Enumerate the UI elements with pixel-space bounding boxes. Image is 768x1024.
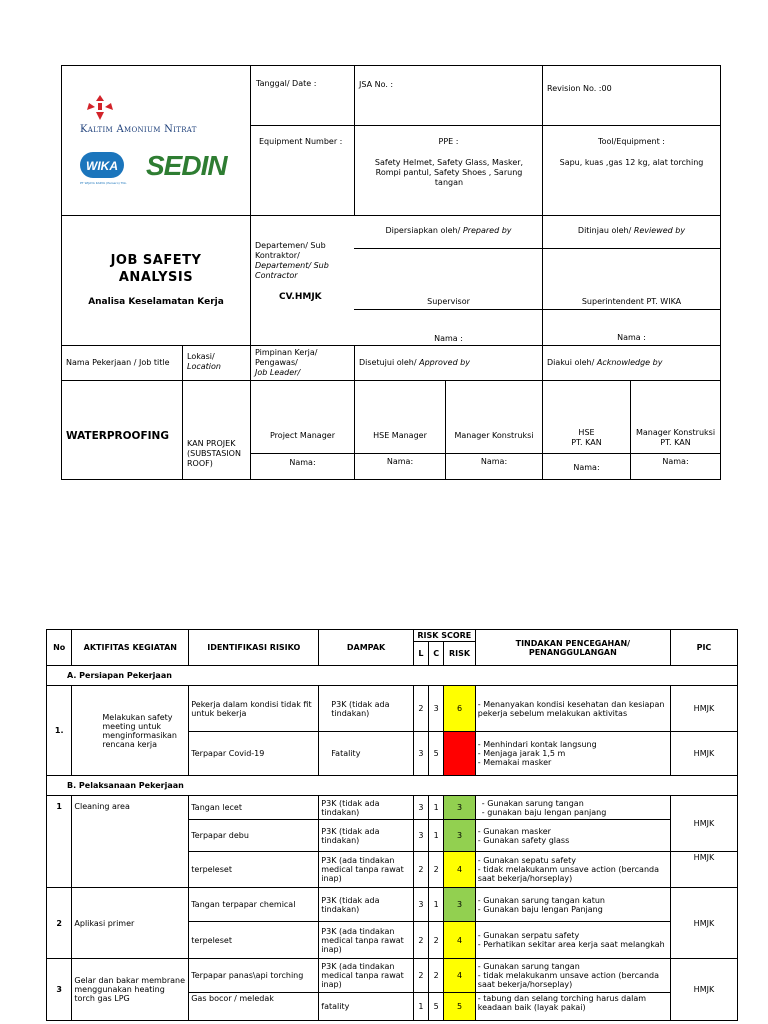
document-subtitle: Analisa Keselamatan Kerja bbox=[88, 297, 224, 307]
risk-score-cell: 3 bbox=[444, 888, 476, 922]
header-no: No bbox=[47, 630, 72, 666]
hse-manager-label: HSE Manager bbox=[373, 431, 427, 440]
jsa-number-label: JSA No. : bbox=[359, 80, 394, 89]
department-label: Departemen/ Sub Kontraktor/ Departement/ Sub Contractor bbox=[255, 241, 329, 280]
acknowledge-by-label: Diakui oleh/ Acknowledge by bbox=[547, 358, 663, 367]
location-value: KAN PROJEK (SUBSTASION ROOF) bbox=[187, 439, 241, 468]
header-c: C bbox=[429, 642, 444, 666]
job-leader-label: Pimpinan Kerja/ Pengawas/ Job Leader/ bbox=[255, 348, 318, 377]
supervisor-label: Supervisor bbox=[427, 297, 470, 306]
prepared-by-label: Dipersiapkan oleh/ Prepared by bbox=[385, 226, 512, 235]
header-aktifitas: AKTIFITAS KEGIATAN bbox=[72, 630, 189, 666]
hse-manager-name: Nama: bbox=[386, 457, 414, 466]
header-pic: PIC bbox=[670, 630, 737, 666]
sedin-logo: SEDIN bbox=[146, 150, 227, 181]
superintendent-label: Superintendent PT. WIKA bbox=[581, 297, 682, 306]
revision-label: Revision No. :00 bbox=[547, 84, 612, 93]
approved-by-label: Disetujui oleh/ Approved by bbox=[359, 358, 470, 367]
hse-kan-label: HSE PT. KAN bbox=[571, 428, 602, 447]
table-row: terpeleset P3K (ada tindakan medical tanpa rawat inap) 2 2 4 - Gunakan serpatu safety - Perhatikan sekitar area kerja saat melangkah bbox=[47, 922, 738, 959]
risk-assessment-table bbox=[46, 629, 738, 1021]
risk-score-cell: 4 bbox=[444, 959, 476, 993]
ppe-value: Safety Helmet, Safety Glass, Masker, Rompi pantul, Safety Shoes , Sarung tangan bbox=[374, 158, 524, 187]
manager-konstruksi-name: Nama: bbox=[480, 457, 508, 466]
section-persiapan: A. Persiapan Pekerjaan bbox=[47, 666, 738, 686]
table-row: 1 Cleaning area Tangan lecet P3K (tidak ada tindakan) 3 1 3 - Gunakan sarung tangan - gunakan baju lengan panjang HMJK bbox=[47, 796, 738, 820]
section-pelaksanaan: B. Pelaksanaan Pekerjaan bbox=[47, 776, 738, 796]
wika-logo-text: WIKA bbox=[86, 159, 118, 173]
header-risk: RISK bbox=[444, 642, 476, 666]
reviewed-by-label: Ditinjau oleh/ Reviewed by bbox=[577, 226, 686, 235]
reviewed-name-label: Nama : bbox=[617, 333, 646, 342]
location-label: Lokasi/ Location bbox=[187, 352, 221, 371]
manager-konstruksi-kan-name: Nama: bbox=[662, 457, 689, 466]
table-row: terpeleset P3K (ada tindakan medical tanpa rawat inap) 2 2 4 - Gunakan sepatu safety - tidak melakukanm unsave action (bercanda saat bekerja/horseplay) HMJK bbox=[47, 852, 738, 888]
table-row: Terpapar debu P3K (tidak ada tindakan) 3 1 3 - Gunakan masker - Gunakan safety glass bbox=[47, 820, 738, 852]
company-name: Kaltim Amonium Nitrat bbox=[80, 124, 197, 135]
risk-score-cell: 3 bbox=[444, 820, 476, 852]
job-title-label: Nama Pekerjaan / Job title bbox=[66, 358, 170, 367]
risk-score-cell: 4 bbox=[444, 852, 476, 888]
date-label: Tanggal/ Date : bbox=[256, 79, 317, 88]
header-l: L bbox=[413, 642, 428, 666]
equipment-number-label: Equipment Number : bbox=[259, 137, 343, 146]
prepared-name-label: Nama : bbox=[434, 334, 463, 343]
wika-logo: WIKA PT WIJAYA KARYA (Persero) Tbk. bbox=[80, 152, 128, 188]
department-value: CV.HMJK bbox=[279, 292, 322, 302]
risk-score-cell: 6 bbox=[444, 686, 476, 732]
job-title-value: WATERPROOFING bbox=[66, 430, 169, 442]
risk-score-cell: 4 bbox=[444, 922, 476, 959]
table-row: Terpapar Covid-19 Fatality 3 5 15 - Menhindari kontak langsung - Menjaga jarak 1,5 m - Memakai masker HMJK bbox=[47, 732, 738, 776]
ppe-label: PPE : bbox=[438, 137, 459, 146]
header-risk-score: RISK SCORE bbox=[413, 630, 475, 642]
tool-label: Tool/Equipment : bbox=[598, 137, 665, 146]
hse-kan-name: Nama: bbox=[573, 463, 600, 472]
kan-star-icon bbox=[83, 93, 117, 123]
manager-konstruksi-label: Manager Konstruksi bbox=[454, 431, 534, 440]
header-identifikasi: IDENTIFIKASI RISIKO bbox=[189, 630, 319, 666]
table-row: 3 Gelar dan bakar membrane menggunakan heating torch gas LPG Terpapar panas\api torching P3K (ada tindakan medical tanpa rawat inap) 2 2 4 - Gunakan sarung tangan - tidak melakukanm unsave action (bercanda saat bekerja/horseplay) HMJK bbox=[47, 959, 738, 993]
header-dampak: DAMPAK bbox=[319, 630, 414, 666]
table-row: 1. Melakukan safety meeting untuk menginformasikan rencana kerja Pekerja dalam kondisi tidak fit untuk bekerja P3K (tidak ada tindakan) 2 3 6 - Menanyakan kondisi kesehatan dan kesiapan pekerja sebelum melakukan aktivitas HMJK bbox=[47, 686, 738, 732]
kan-logo bbox=[80, 93, 230, 138]
manager-konstruksi-kan-label: Manager Konstruksi PT. KAN bbox=[635, 428, 716, 447]
header-tindakan: TINDAKAN PENCEGAHAN/ PENANGGULANGAN bbox=[475, 630, 670, 666]
table-row: Gas bocor / meledak fatality 1 5 5 - tabung dan selang torching harus dalam keadaan baik (layak pakai) bbox=[47, 993, 738, 1021]
risk-score-cell: 15 bbox=[444, 732, 476, 776]
risk-score-cell: 3 bbox=[444, 796, 476, 820]
table-row: 2 Aplikasi primer Tangan terpapar chemical P3K (tidak ada tindakan) 3 1 3 - Gunakan sarung tangan katun - Gunakan baju lengan Panjang HMJK bbox=[47, 888, 738, 922]
project-manager-name: Nama: bbox=[289, 458, 316, 467]
document-title: JOB SAFETY ANALYSIS bbox=[110, 253, 202, 285]
project-manager-label: Project Manager bbox=[270, 431, 335, 440]
tool-value: Sapu, kuas ,gas 12 kg, alat torching bbox=[559, 158, 704, 167]
risk-score-cell: 5 bbox=[444, 993, 476, 1021]
